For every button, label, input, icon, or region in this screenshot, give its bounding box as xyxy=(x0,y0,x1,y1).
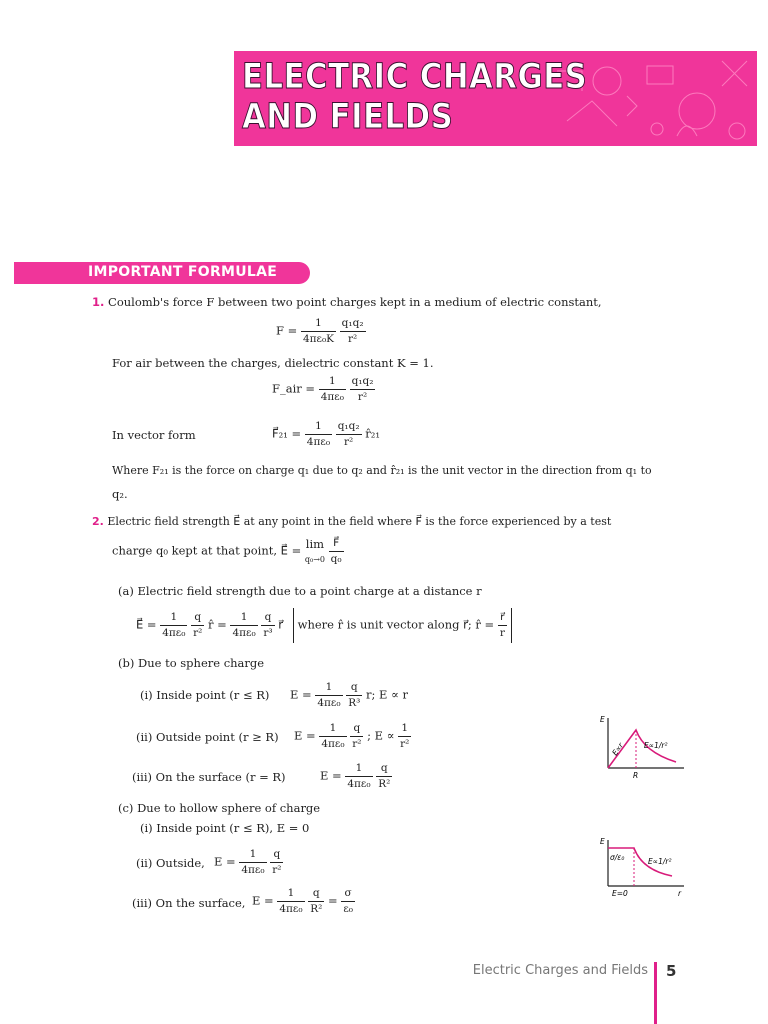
fraction xyxy=(329,536,344,567)
numerator: 1 xyxy=(239,847,266,863)
formula-lhs: E = xyxy=(252,893,274,908)
fraction xyxy=(345,761,372,792)
formula-point-charge xyxy=(136,608,512,643)
item2c-iii-label: (iii) On the surface, xyxy=(132,896,246,910)
fraction xyxy=(261,610,274,641)
graph2-x-label: r xyxy=(678,889,682,898)
denominator: r³ xyxy=(263,627,273,639)
denominator: 4πε₀ xyxy=(320,391,344,403)
graph2-zero-label: E=0 xyxy=(612,889,628,898)
chapter-title-banner xyxy=(234,51,757,146)
item2-line2 xyxy=(112,536,344,567)
numerator: q₁q₂ xyxy=(336,419,362,435)
bracket-note xyxy=(293,608,512,643)
formula-sphere-inside xyxy=(290,680,408,711)
fraction xyxy=(191,610,204,641)
formula-lhs: F_air = xyxy=(272,381,316,396)
formula-sphere-outside xyxy=(294,721,411,752)
graph1-x-label: R xyxy=(633,771,639,780)
numerator: q xyxy=(308,886,324,902)
numerator: 1 xyxy=(301,316,336,332)
item2-line1-text: Electric field strength E⃗ at any point in the field where F⃗ is the force experienced by a test xyxy=(107,515,612,528)
fraction xyxy=(341,886,355,917)
graph1-y-label: E xyxy=(600,715,605,724)
fraction xyxy=(308,886,324,917)
where-line1: Where F₂₁ is the force on charge q₁ due to q₂ and r̂₂₁ is the unit vector in the direction from q₁ to xyxy=(112,464,652,477)
denominator: 4πε₀ xyxy=(162,627,186,639)
numerator: 1 xyxy=(277,886,304,902)
denominator: r² xyxy=(344,436,354,448)
fraction xyxy=(350,721,363,752)
graph2-level-label: σ/ε₀ xyxy=(610,853,625,862)
graph1-fall-label: E∝1/r² xyxy=(644,741,668,750)
formula-tail: r̂₂₁ xyxy=(365,426,380,441)
item2b-i-label: (i) Inside point (r ≤ R) xyxy=(140,688,270,702)
denominator: 4πε₀ xyxy=(241,864,265,876)
fraction xyxy=(315,680,342,711)
item2b-label: (b) Due to sphere charge xyxy=(118,656,265,670)
formula-mid: ; E ∝ xyxy=(367,728,395,743)
item2b-ii-label: (ii) Outside point (r ≥ R) xyxy=(136,730,279,744)
denominator: ε₀ xyxy=(343,903,353,915)
graph2-y-label: E xyxy=(600,837,605,846)
item2-line2-text: charge q₀ kept at that point, E⃗ = xyxy=(112,543,302,558)
formula-lhs: F = xyxy=(276,323,298,338)
formula-tail: r⃗ xyxy=(278,617,283,632)
graph2-fall-label: E∝1/r² xyxy=(648,857,672,866)
denominator: r xyxy=(499,627,505,639)
denominator: 4πε₀ xyxy=(321,738,345,750)
fraction xyxy=(319,721,346,752)
numerator: q xyxy=(270,847,283,863)
fraction xyxy=(336,419,362,450)
numerator: q₁q₂ xyxy=(350,374,376,390)
denominator: R² xyxy=(378,778,391,790)
numerator: 1 xyxy=(398,721,411,737)
fraction xyxy=(340,316,366,347)
bracket-note-text: where r̂ is unit vector along r⃗; r̂ = xyxy=(297,617,495,632)
numerator: F⃗ xyxy=(329,536,344,552)
graph1-rise-label: E∝r xyxy=(610,741,626,758)
air-text: For air between the charges, dielectric constant K = 1. xyxy=(112,356,434,370)
denominator: R³ xyxy=(348,697,361,709)
numerator: 1 xyxy=(160,610,187,626)
page-number: 5 xyxy=(666,962,677,980)
formula-mid: r̂ = xyxy=(208,617,227,632)
fraction xyxy=(239,847,266,878)
item2b-iii-label: (iii) On the surface (r = R) xyxy=(132,770,286,784)
chapter-title-line2: AND FIELDS xyxy=(242,97,454,137)
denominator: 4πε₀ xyxy=(279,903,303,915)
numerator: 1 xyxy=(305,419,332,435)
section-heading: IMPORTANT FORMULAE xyxy=(88,264,278,280)
denominator: 4πε₀ xyxy=(317,697,341,709)
formula-air xyxy=(272,374,375,405)
footer-chapter-name: Electric Charges and Fields xyxy=(472,963,648,978)
item2c-ii-label: (ii) Outside, xyxy=(136,856,205,870)
fraction xyxy=(230,610,257,641)
graph-solid-sphere xyxy=(596,712,688,788)
fraction xyxy=(305,419,332,450)
fraction xyxy=(346,680,362,711)
denominator: 4πε₀ xyxy=(232,627,256,639)
fraction xyxy=(376,761,392,792)
fraction xyxy=(498,610,507,641)
denominator: r² xyxy=(400,738,410,750)
chapter-title-line1: ELECTRIC CHARGES xyxy=(242,57,588,97)
fraction xyxy=(160,610,187,641)
denominator: r² xyxy=(357,391,368,403)
footer-divider xyxy=(654,962,657,1024)
vector-form-label: In vector form xyxy=(112,428,196,442)
numerator: 1 xyxy=(230,610,257,626)
numerator: 1 xyxy=(319,374,346,390)
item2c-i-label: (i) Inside point (r ≤ R), E = 0 xyxy=(140,821,310,835)
fraction xyxy=(398,721,411,752)
item2-line1 xyxy=(92,514,611,529)
numerator: σ xyxy=(341,886,355,902)
chapter-title xyxy=(242,57,587,137)
formula-coulomb xyxy=(276,316,366,347)
numerator: 1 xyxy=(315,680,342,696)
numerator: q xyxy=(376,761,392,777)
item1-number: 1. xyxy=(92,295,105,309)
denominator: q₀ xyxy=(330,553,342,565)
limit-word: lim xyxy=(305,536,325,551)
formula-lhs: E = xyxy=(214,854,236,869)
item2-number: 2. xyxy=(92,515,104,528)
numerator: 1 xyxy=(319,721,346,737)
section-heading-bar xyxy=(14,262,310,284)
denominator: r² xyxy=(193,627,203,639)
denominator: 4πε₀ xyxy=(347,778,371,790)
formula-hollow-surface xyxy=(252,886,355,917)
formula-equals: = xyxy=(328,893,338,908)
fraction xyxy=(277,886,304,917)
numerator: q xyxy=(346,680,362,696)
numerator: r⃗ xyxy=(498,610,507,626)
formula-lhs: E⃗ = xyxy=(136,617,157,632)
formula-lhs: E = xyxy=(320,768,342,783)
denominator: r² xyxy=(352,738,362,750)
numerator: q xyxy=(350,721,363,737)
fraction xyxy=(350,374,376,405)
formula-hollow-outside xyxy=(214,847,283,878)
formula-sphere-surface xyxy=(320,761,392,792)
fraction xyxy=(301,316,336,347)
item2a-label: (a) Electric field strength due to a point charge at a distance r xyxy=(118,584,482,598)
formula-lhs: E = xyxy=(290,687,312,702)
numerator: 1 xyxy=(345,761,372,777)
limit xyxy=(305,537,325,567)
formula-lhs: E = xyxy=(294,728,316,743)
numerator: q₁q₂ xyxy=(340,316,366,332)
fraction xyxy=(270,847,283,878)
fraction xyxy=(319,374,346,405)
formula-vector xyxy=(272,419,380,450)
denominator: R² xyxy=(310,903,323,915)
denominator: r² xyxy=(347,333,358,345)
item1-intro xyxy=(92,295,602,310)
item1-intro-text: Coulomb's force F between two point charges kept in a medium of electric constant, xyxy=(108,295,602,309)
denominator: 4πε₀K xyxy=(302,333,335,345)
numerator: q xyxy=(191,610,204,626)
limit-subscript: q₀→0 xyxy=(304,554,325,564)
denominator: 4πε₀ xyxy=(306,436,331,448)
denominator: r² xyxy=(272,864,282,876)
formula-tail: r; E ∝ r xyxy=(366,687,409,702)
graph-hollow-sphere xyxy=(596,834,688,904)
numerator: q xyxy=(261,610,274,626)
formula-lhs: F⃗₂₁ = xyxy=(272,426,302,441)
item2c-label: (c) Due to hollow sphere of charge xyxy=(118,801,321,815)
where-line2: q₂. xyxy=(112,487,128,501)
